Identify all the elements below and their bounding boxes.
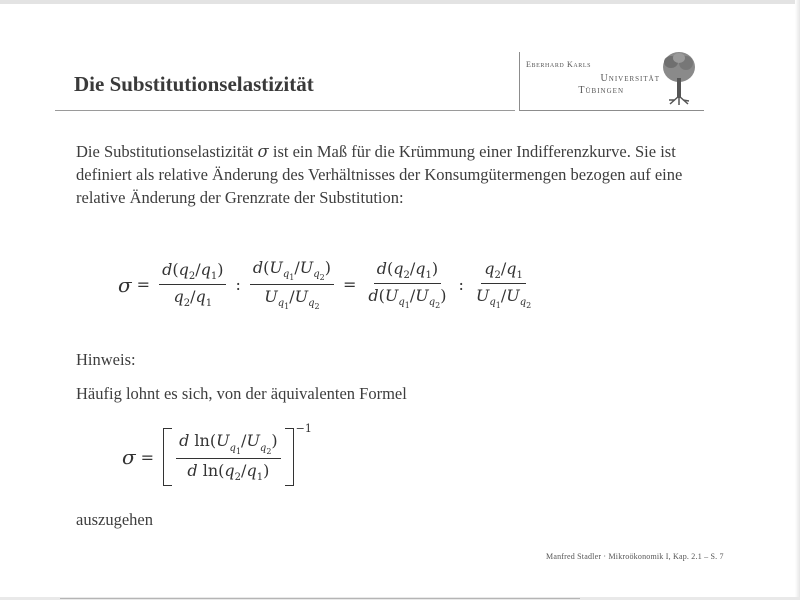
colon-sign-2: : [458, 275, 464, 295]
equals-sign: = [136, 275, 151, 295]
formula-substitution-elasticity [118, 258, 538, 311]
fraction-2 [250, 258, 334, 311]
slide-footer: Manfred Stadler · Mikroökonomik I, Kap. 2.1 – S. 7 [546, 552, 724, 561]
slide-header [0, 0, 800, 115]
formula-equivalent [122, 422, 312, 486]
fraction-2-numerator: $d(U_{q_1}/U_{q_2})$ [250, 258, 334, 285]
intro-block [76, 140, 726, 209]
fraction-1-numerator: $d(q_2/q_1)$ [159, 260, 226, 285]
logo-line-tuebingen: Tübingen [578, 85, 624, 96]
closing-text: auszugehen [76, 510, 153, 529]
bottom-rule [60, 598, 580, 599]
logo-divider [519, 52, 520, 110]
title-rule [55, 110, 515, 111]
equals-sign-2: = [342, 275, 357, 295]
sigma-lhs: σ [118, 272, 132, 297]
page-title: Die Substitutionselastizität [74, 72, 314, 96]
exponent: −1 [295, 422, 312, 435]
fraction-1-denominator: $q_2/q_1$ [173, 287, 213, 310]
left-bracket [163, 428, 172, 486]
fraction-4-numerator: $q_2/q_1$ [481, 259, 526, 284]
fraction-log-numerator: d $\ln(U_{q_1}/U_{q_2})$ [176, 431, 281, 458]
logo-rule [519, 110, 704, 111]
fraction-2-denominator: $U_{q_1}/U_{q_2}$ [264, 287, 320, 312]
sigma-lhs-2: σ [122, 445, 136, 469]
equals-sign-3: = [140, 447, 155, 467]
colon-sign: : [235, 275, 241, 295]
tree-icon [660, 50, 698, 106]
fraction-4-denominator: $U_{q_1}/U_{q_2}$ [475, 286, 532, 311]
right-bracket [285, 428, 294, 486]
intro-paragraph [76, 140, 726, 209]
logo-line-universitaet: Universität [600, 73, 660, 84]
fraction-4 [473, 259, 534, 310]
fraction-log [176, 431, 281, 482]
fraction-3-numerator: $d(q_2/q_1)$ [374, 259, 441, 284]
fraction-1 [159, 260, 226, 309]
fraction-log-denominator: d $\ln(q_2/q_1)$ [187, 460, 270, 483]
intro-text-part1: Die Substitutionselastizität [76, 142, 254, 161]
logo-line-eberhard-karls: Eberhard Karls [526, 60, 592, 69]
note-heading: Hinweis: [76, 350, 136, 369]
sigma-symbol: σ [257, 142, 269, 161]
intro-text-part2: ist ein Maß für die Krümmung einer Indifferenzkurve. Sie ist definiert als relative Änderung des Verhältnisses der Konsumgütermengen bezogen auf eine relative Änderung der Grenzrate der Substitution: [76, 142, 683, 207]
fraction-3-denominator: $d(U_{q_1}/U_{q_2})$ [368, 286, 447, 311]
note-text: Häufig lohnt es sich, von der äquivalenten Formel [76, 384, 407, 403]
fraction-3 [365, 259, 449, 310]
university-logo-text [526, 60, 660, 96]
